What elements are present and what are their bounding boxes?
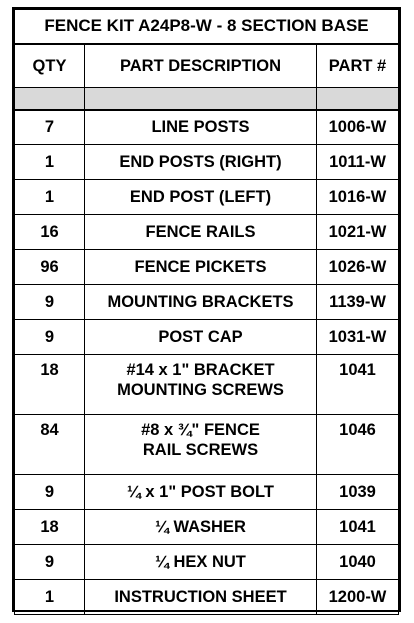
parts-list-table [12, 7, 401, 612]
table-row [15, 215, 399, 250]
table-row [15, 475, 399, 510]
row-qty: 9 [15, 320, 85, 355]
row-part-number: 1006-W [317, 110, 399, 145]
table-row [15, 285, 399, 320]
row-qty: 84 [15, 415, 85, 475]
row-description [85, 355, 317, 415]
row-qty: 7 [15, 110, 85, 145]
row-description: POST CAP [85, 320, 317, 355]
table-row [15, 250, 399, 285]
row-part-number: 1139-W [317, 285, 399, 320]
table-row [15, 320, 399, 355]
row-part-number: 1046 [317, 415, 399, 475]
row-part-number: 1041 [317, 355, 399, 415]
row-part-number: 1021-W [317, 215, 399, 250]
header-part-number: PART # [317, 44, 399, 88]
row-qty: 1 [15, 180, 85, 215]
row-qty: 1 [15, 580, 85, 615]
header-description: PART DESCRIPTION [85, 44, 317, 88]
parts-table [14, 9, 399, 615]
row-qty: 16 [15, 215, 85, 250]
row-part-number: 1039 [317, 475, 399, 510]
row-description: INSTRUCTION SHEET [85, 580, 317, 615]
row-description [85, 415, 317, 475]
row-qty: 9 [15, 285, 85, 320]
row-description: ¼ x 1" POST BOLT [85, 475, 317, 510]
spacer-cell [15, 88, 85, 110]
table-row [15, 355, 399, 415]
row-description: FENCE PICKETS [85, 250, 317, 285]
table-title-row [15, 10, 399, 44]
table-row [15, 415, 399, 475]
row-part-number: 1026-W [317, 250, 399, 285]
table-spacer-row [15, 88, 399, 110]
row-description: FENCE RAILS [85, 215, 317, 250]
row-description: END POSTS (RIGHT) [85, 145, 317, 180]
row-description: ¼ WASHER [85, 510, 317, 545]
table-title: FENCE KIT A24P8-W - 8 SECTION BASE [15, 10, 399, 44]
spacer-cell [85, 88, 317, 110]
row-qty: 1 [15, 145, 85, 180]
table-header-row [15, 44, 399, 88]
table-row [15, 510, 399, 545]
row-part-number: 1011-W [317, 145, 399, 180]
row-part-number: 1200-W [317, 580, 399, 615]
row-part-number: 1031-W [317, 320, 399, 355]
row-description: END POST (LEFT) [85, 180, 317, 215]
row-part-number: 1041 [317, 510, 399, 545]
row-qty: 18 [15, 355, 85, 415]
table-row [15, 145, 399, 180]
spacer-cell [317, 88, 399, 110]
table-row [15, 580, 399, 615]
row-qty: 96 [15, 250, 85, 285]
row-description: ¼ HEX NUT [85, 545, 317, 580]
header-qty: QTY [15, 44, 85, 88]
row-qty: 9 [15, 475, 85, 510]
table-row [15, 180, 399, 215]
row-part-number: 1016-W [317, 180, 399, 215]
row-qty: 18 [15, 510, 85, 545]
row-description: MOUNTING BRACKETS [85, 285, 317, 320]
table-row [15, 110, 399, 145]
row-qty: 9 [15, 545, 85, 580]
row-description: LINE POSTS [85, 110, 317, 145]
row-part-number: 1040 [317, 545, 399, 580]
row-description-text: #8 x ¾" FENCE RAIL SCREWS [141, 421, 260, 459]
row-description-text: #14 x 1" BRACKET MOUNTING SCREWS [117, 361, 284, 399]
table-row [15, 545, 399, 580]
